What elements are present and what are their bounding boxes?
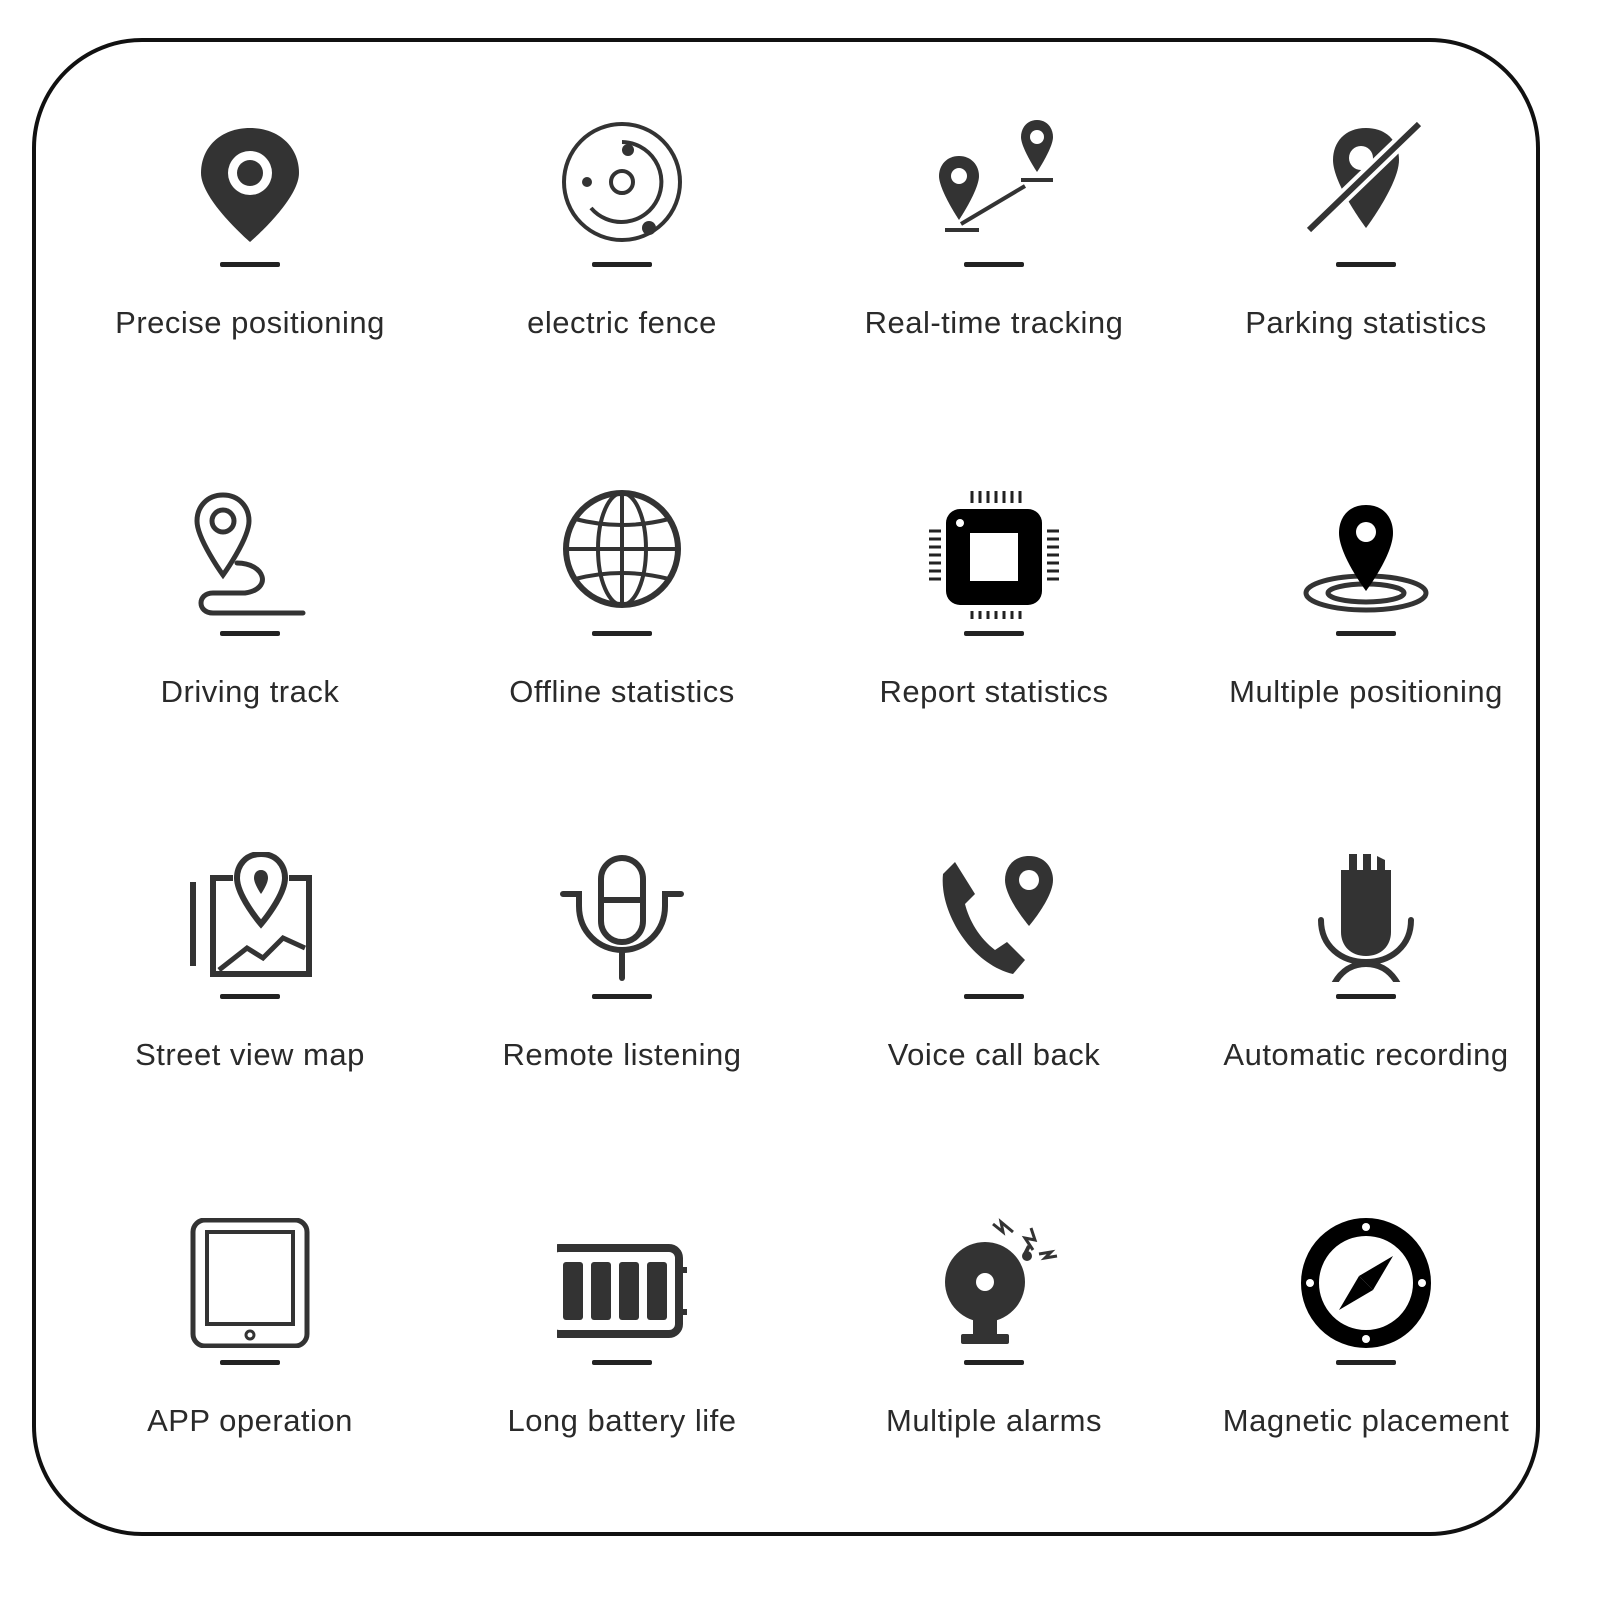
route-pins-icon — [929, 120, 1059, 250]
feature-automatic-recording — [1181, 852, 1551, 1152]
feature-panel-frame — [32, 38, 1540, 1536]
globe-icon — [557, 489, 687, 619]
feature-underline — [220, 262, 280, 267]
feature-label: Street view map — [135, 1037, 365, 1072]
geofence-orbit-icon — [557, 120, 687, 250]
pin-on-rings-icon — [1301, 489, 1431, 619]
feature-label: Offline statistics — [509, 674, 735, 709]
feature-long-battery-life — [437, 1218, 807, 1518]
feature-offline-statistics — [437, 489, 807, 789]
compass-icon — [1301, 1218, 1431, 1348]
feature-underline — [592, 631, 652, 636]
feature-electric-fence — [437, 120, 807, 420]
feature-underline — [220, 631, 280, 636]
feature-underline — [1336, 994, 1396, 999]
feature-remote-listening — [437, 852, 807, 1152]
feature-label: Multiple positioning — [1229, 674, 1503, 709]
feature-underline — [220, 1360, 280, 1365]
feature-label: Precise positioning — [115, 305, 385, 340]
map-pin-icon — [185, 852, 315, 982]
phone-pin-icon — [929, 852, 1059, 982]
battery-icon — [557, 1218, 687, 1348]
feature-precise-positioning — [65, 120, 435, 420]
alarm-bell-icon — [929, 1218, 1059, 1348]
feature-multiple-alarms — [809, 1218, 1179, 1518]
feature-label: Multiple alarms — [886, 1403, 1102, 1438]
feature-label: Remote listening — [502, 1037, 742, 1072]
feature-label: APP operation — [147, 1403, 353, 1438]
feature-label: Driving track — [160, 674, 340, 709]
feature-street-view-map — [65, 852, 435, 1152]
feature-real-time-tracking — [809, 120, 1179, 420]
chip-icon — [929, 489, 1059, 619]
feature-label: Report statistics — [879, 674, 1109, 709]
studio-microphone-icon — [1301, 852, 1431, 982]
feature-label: Real-time tracking — [864, 305, 1124, 340]
feature-parking-statistics — [1181, 120, 1551, 420]
feature-underline — [592, 1360, 652, 1365]
location-pin-icon — [185, 120, 315, 250]
feature-label: Magnetic placement — [1222, 1403, 1510, 1438]
pin-path-icon — [185, 489, 315, 619]
tablet-icon — [185, 1218, 315, 1348]
feature-underline — [592, 262, 652, 267]
feature-label: Voice call back — [887, 1037, 1101, 1072]
feature-voice-call-back — [809, 852, 1179, 1152]
feature-underline — [964, 262, 1024, 267]
feature-underline — [964, 1360, 1024, 1365]
feature-underline — [1336, 631, 1396, 636]
feature-underline — [1336, 1360, 1396, 1365]
feature-magnetic-placement — [1181, 1218, 1551, 1518]
feature-driving-track — [65, 489, 435, 789]
feature-underline — [1336, 262, 1396, 267]
feature-underline — [220, 994, 280, 999]
feature-label: Long battery life — [507, 1403, 737, 1438]
pin-slash-icon — [1301, 120, 1431, 250]
feature-underline — [964, 631, 1024, 636]
feature-label: electric fence — [527, 305, 717, 340]
feature-underline — [592, 994, 652, 999]
feature-underline — [964, 994, 1024, 999]
feature-app-operation — [65, 1218, 435, 1518]
feature-label: Automatic recording — [1223, 1037, 1509, 1072]
feature-multiple-positioning — [1181, 489, 1551, 789]
feature-report-statistics — [809, 489, 1179, 789]
microphone-outline-icon — [557, 852, 687, 982]
feature-label: Parking statistics — [1245, 305, 1487, 340]
